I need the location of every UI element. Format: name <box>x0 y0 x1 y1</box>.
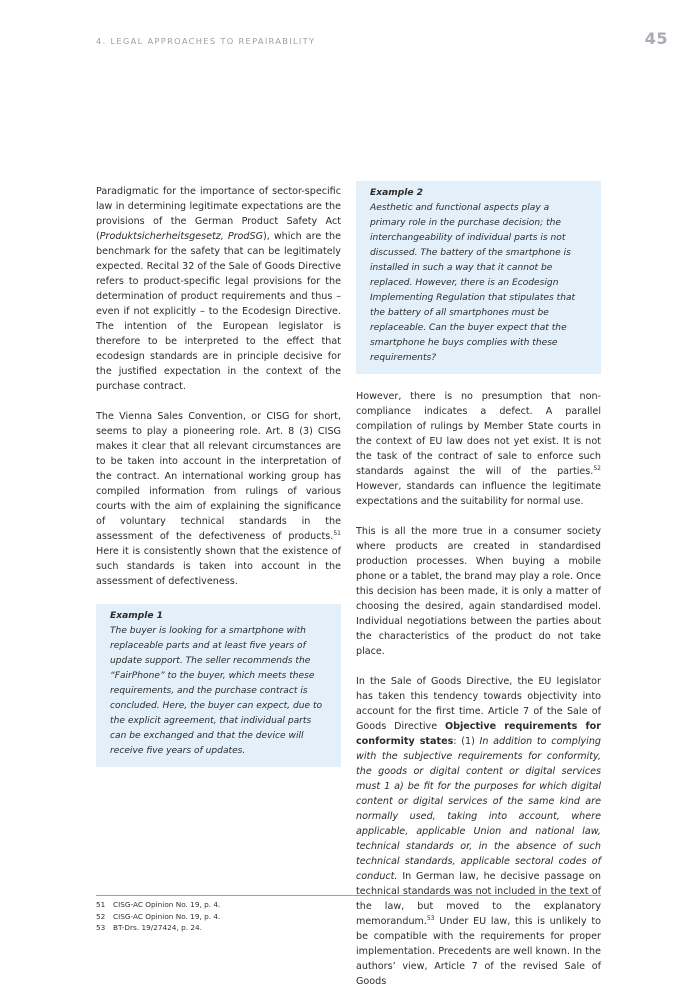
paragraph: However, there is no presumption that non-compliance indicates a defect. A parallel compilation of rulings by Member State courts in the context of EU law does not yet exist. It is not the task of the contract of sale to enforce such standards against the will of the parties.$^{52}$ However, standards can influence the legitimate expectations and the suitability for normal use. <box>356 391 601 507</box>
example-box <box>96 604 341 767</box>
paragraph: This is all the more true in a consumer society where products are created in standardised production processes. When buying a mobile phone or a tablet, the brand may play a role. Once this decision has been made, it is only a matter of choosing the desired, again standardised model. Individual negotiations between the parties about the characteristics of the product do not take place. <box>356 526 601 657</box>
footnote-divider <box>96 895 601 896</box>
footnote-ref: 51 <box>333 529 341 537</box>
right-column <box>356 181 601 1004</box>
example-title: Example 1 <box>110 611 163 621</box>
footnote: 51 CISG-AC Opinion No. 19, p. 4. <box>96 900 221 909</box>
page-number: 45 <box>644 29 668 48</box>
footnote: 53 BT-Drs. 19/27424, p. 24. <box>96 923 202 932</box>
paragraph: In the Sale of Goods Directive, the EU legislator has taken this tendency towards objectivity into account for the first time. Article 7 of the Sale of Goods Directive Objective requirements for conformity states: (1) In addition to complying with the subjective requirements for conformity, the goods or digital content or digital services must 1 a) be fit for the purposes for which digital content or digital services of the same kind are normally used, taking into account, where applicable, applicable Union and national law, technical standards or, in the absence of such technical standards, applicable sectoral codes of conduct. In German law, he decisive passage on technical standards was not included in the text of the law, but moved to the explanatory memorandum.$^{53}$ Under EU law, this is unlikely to be compatible with the requirements for proper implementation. Precedents are well known. In the authors’ view, Article 7 of the revised Sale of Goods <box>356 676 601 987</box>
left-column <box>96 181 341 782</box>
example-title: Example 2 <box>370 188 423 198</box>
footnotes <box>96 899 220 934</box>
footnote-ref: 53 <box>426 914 435 922</box>
running-head: 4. LEGAL APPROACHES TO REPAIRABILITY <box>96 36 316 46</box>
example-box <box>356 181 601 374</box>
example-text: The buyer is looking for a smartphone with replaceable parts and at least five years of update support. The seller recommends the “FairPhone” to the buyer, which meets these requirements, and the purchase contract is concluded. Here, the buyer can expect, due to the explicit agreement, that individual parts can be exchanged and that the device will receive five years of updates. <box>110 626 323 756</box>
paragraph: Paradigmatic for the importance of sector-specific law in determining legitimate expectations are the provisions of the German Product Safety Act (Produktsicherheitsgesetz, ProdSG), which are the benchmark for the safety that can be legitimately expected. Recital 32 of the Sale of Goods Directive refers to product-specific legal provisions for the determination of product requirements and thus – even if not explicitly – to the Ecodesign Directive. The intention of the European legislator is therefore to be interpreted to the effect that ecodesign standards are in principle decisive for the justified expectation in the context of the purchase contract. <box>96 186 341 392</box>
paragraph: The Vienna Sales Convention, or CISG for short, seems to play a pioneering role. Art. 8 (3) CISG makes it clear that all relevant circumstances are to be taken into account in the interpretation of the contract. An international working group has compiled information from rulings of various courts with the aim of explaining the significance of voluntary technical standards in the assessment of the defectiveness of products.$^{51}$ Here it is consistently shown that the existence of such standards is taken into account in the assessment of defectiveness. <box>96 411 341 587</box>
footnote: 52 CISG-AC Opinion No. 19, p. 4. <box>96 911 221 921</box>
footnote-ref: 52 <box>593 464 601 472</box>
example-text: Aesthetic and functional aspects play a primary role in the purchase decision; the interchangeability of individual parts is not discussed. The battery of the smartphone is installed in such a way that it cannot be replaced. However, there is an Ecodesign Implementing Regulation that stipulates that the battery of all smartphones must be replaceable. Can the buyer expect that the smartphone he buys complies with these requirements? <box>370 203 576 363</box>
